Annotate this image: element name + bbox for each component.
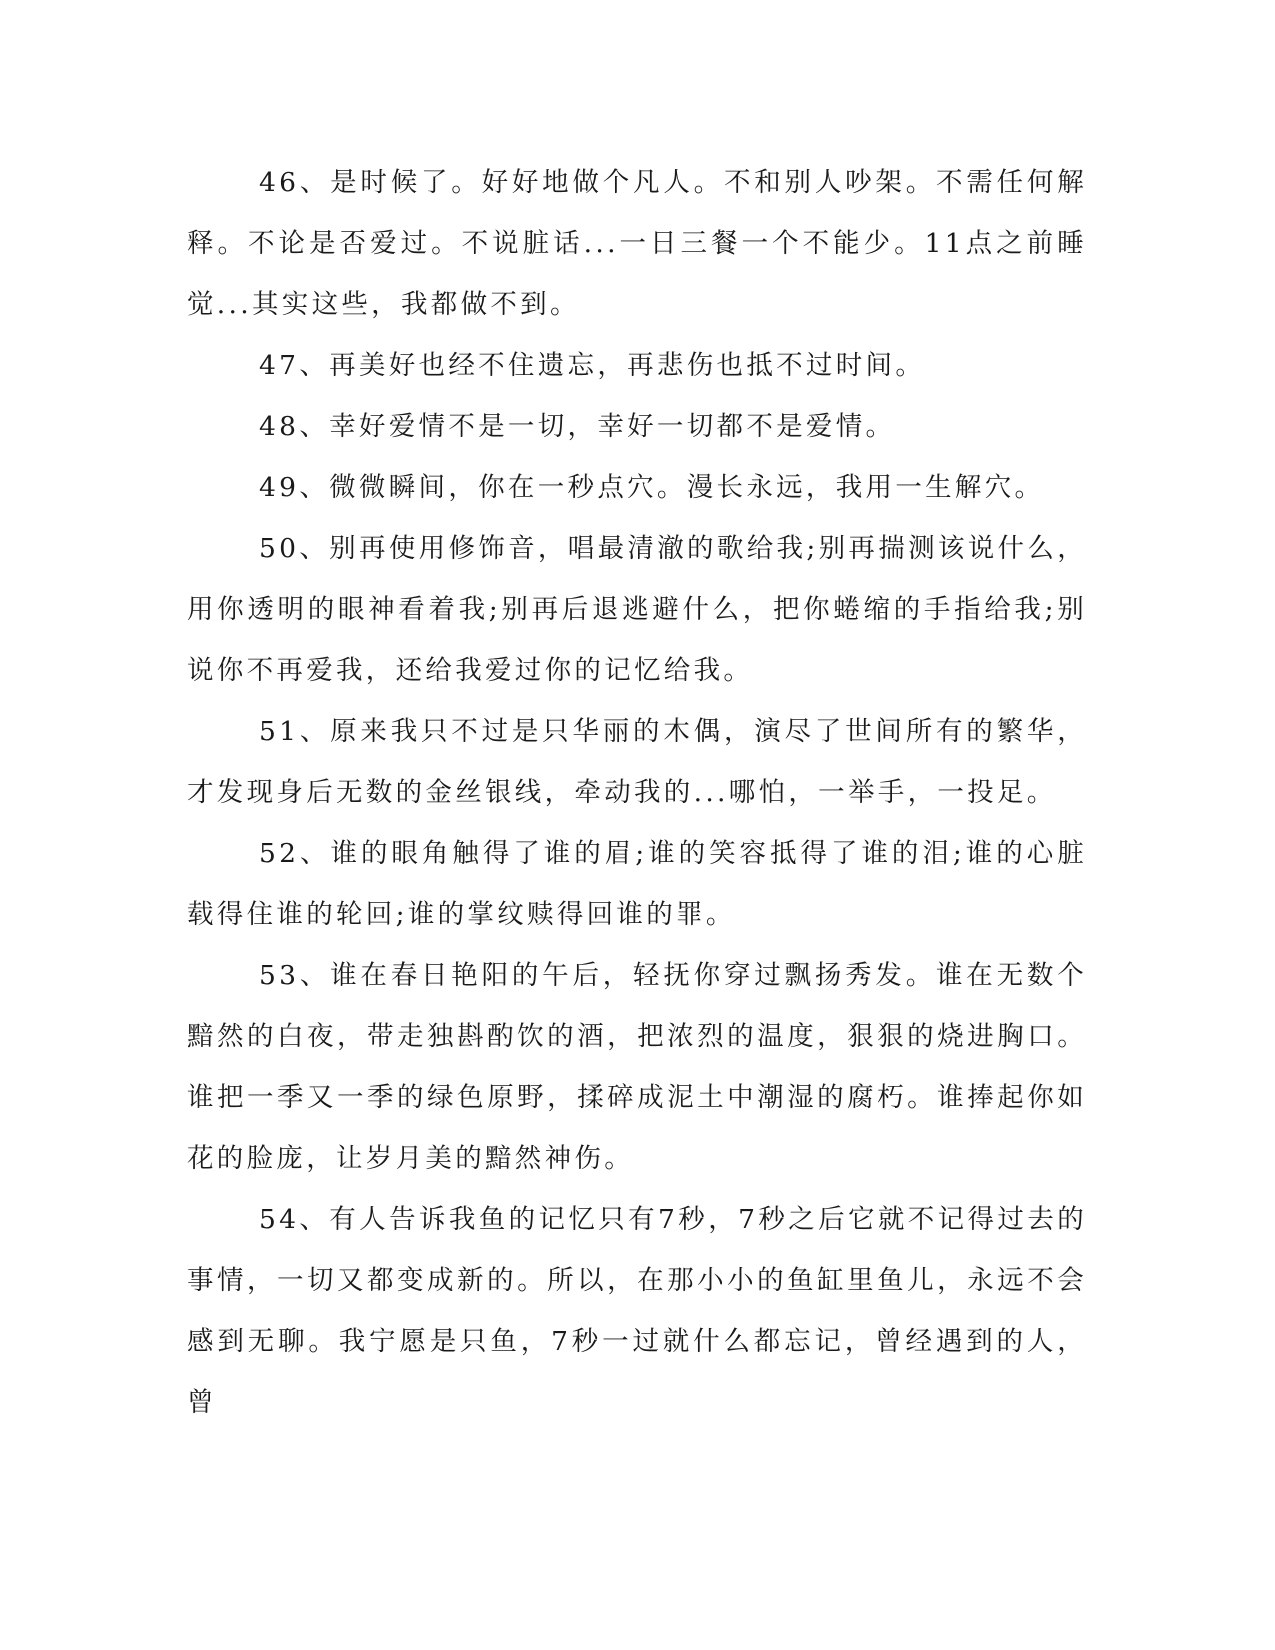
paragraph-54: 54、有人告诉我鱼的记忆只有7秒，7秒之后它就不记得过去的事情，一切又都变成新的。所以，在那小小的鱼缸里鱼儿，永远不会感到无聊。我宁愿是只鱼，7秒一过就什么都忘记，曾经遇到的人，曾 [187,1204,1087,1418]
paragraph-50: 50、别再使用修饰音，唱最清澈的歌给我;别再揣测该说什么，用你透明的眼神看着我;别再后退逃避什么，把你蜷缩的手指给我;别说你不再爱我，还给我爱过你的记忆给我。 [187,533,1087,686]
paragraph-46: 46、是时候了。好好地做个凡人。不和别人吵架。不需任何解释。不论是否爱过。不说脏话...一日三餐一个不能少。11点之前睡觉...其实这些，我都做不到。 [187,167,1087,320]
paragraph-47: 47、再美好也经不住遗忘，再悲伤也抵不过时间。 [259,350,926,381]
paragraph-52: 52、谁的眼角触得了谁的眉;谁的笑容抵得了谁的泪;谁的心脏载得住谁的轮回;谁的掌纹赎得回谁的罪。 [187,838,1087,930]
paragraph-48: 48、幸好爱情不是一切，幸好一切都不是爱情。 [259,411,896,442]
paragraph-53: 53、谁在春日艳阳的午后，轻抚你穿过飘扬秀发。谁在无数个黯然的白夜，带走独斟酌饮的酒，把浓烈的温度，狠狠的烧进胸口。谁把一季又一季的绿色原野，揉碎成泥土中潮湿的腐朽。谁捧起你如花的脸庞，让岁月美的黯然神伤。 [187,960,1087,1174]
document-body [187,152,1087,1433]
paragraph-51: 51、原来我只不过是只华丽的木偶，演尽了世间所有的繁华，才发现身后无数的金丝银线，牵动我的...哪怕，一举手，一投足。 [187,716,1087,808]
paragraph-49: 49、微微瞬间，你在一秒点穴。漫长永远，我用一生解穴。 [259,472,1045,503]
